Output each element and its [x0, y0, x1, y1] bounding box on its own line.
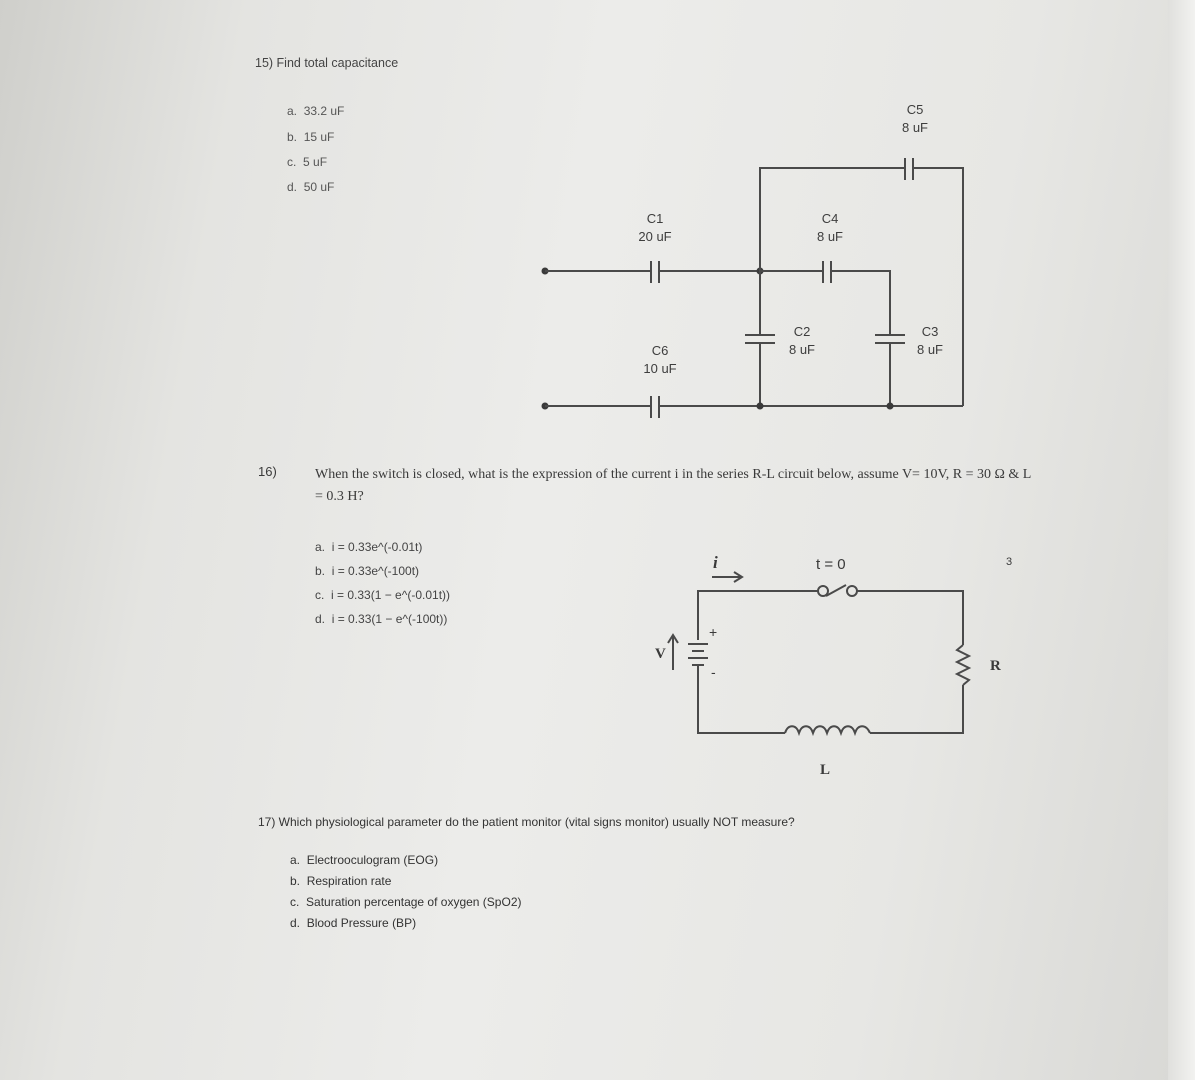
- option-text: 33.2 uF: [303, 104, 345, 118]
- capacitor-value: 8 uF: [901, 120, 928, 135]
- q16-option-b[interactable]: [315, 564, 419, 578]
- current-label: i: [713, 553, 718, 572]
- switch-label: t = 0: [816, 556, 846, 573]
- c4-label: [805, 210, 855, 246]
- q17-option-d[interactable]: [290, 916, 416, 930]
- plus-sign: +: [709, 624, 718, 640]
- option-letter: c.: [287, 155, 297, 169]
- option-letter: d.: [290, 916, 301, 930]
- option-text: i = 0.33(1 − e^(-0.01t)): [331, 588, 451, 602]
- question-16-number: 16): [258, 464, 277, 479]
- option-text: 15 uF: [303, 130, 335, 144]
- q17-option-c[interactable]: [290, 895, 521, 909]
- node: [757, 403, 764, 410]
- option-letter: d.: [315, 612, 326, 626]
- option-letter: c.: [290, 895, 300, 909]
- q16-option-d[interactable]: [315, 612, 447, 626]
- question-15-title: 15) Find total capacitance: [255, 56, 399, 70]
- option-text: 5 uF: [303, 155, 328, 169]
- c5-label: [890, 101, 940, 137]
- option-letter: c.: [315, 588, 325, 602]
- option-letter: a.: [287, 104, 298, 118]
- minus-sign: -: [711, 664, 716, 680]
- inductor-label: L: [820, 762, 831, 778]
- option-letter: d.: [287, 180, 298, 194]
- option-letter: a.: [315, 540, 326, 554]
- q17-option-a[interactable]: [290, 853, 438, 867]
- capacitor-name: C2: [793, 324, 811, 339]
- capacitor-name: C3: [921, 324, 939, 339]
- option-letter: b.: [315, 564, 326, 578]
- option-text: Respiration rate: [306, 874, 392, 888]
- resistor-label: R: [990, 658, 1001, 674]
- option-text: 50 uF: [303, 180, 335, 194]
- question-16-text: When the switch is closed, what is the expression of the current i in the series R-L circuit below, assume V= 10V, R = 30 Ω & L = 0.3 H?: [315, 467, 1031, 504]
- option-text: i = 0.33e^(-100t): [331, 564, 420, 578]
- option-text: i = 0.33(1 − e^(-100t)): [331, 612, 448, 626]
- page-mark: 3: [1006, 556, 1013, 568]
- resistor-zigzag: [957, 645, 969, 685]
- capacitor-value: 10 uF: [643, 361, 677, 376]
- option-letter: b.: [287, 130, 298, 144]
- c6-label: [632, 342, 688, 378]
- capacitor-value: 20 uF: [638, 229, 672, 244]
- capacitor-name: C4: [821, 211, 839, 226]
- source-label: V: [655, 646, 666, 662]
- q16-option-a[interactable]: [315, 540, 422, 554]
- option-text: i = 0.33e^(-0.01t): [331, 540, 423, 554]
- capacitor-value: 8 uF: [916, 342, 943, 357]
- option-text: Electrooculogram (EOG): [306, 853, 439, 867]
- option-text: Saturation percentage of oxygen (SpO2): [306, 895, 522, 909]
- c1-label: [630, 210, 680, 246]
- q17-option-b[interactable]: [290, 874, 391, 888]
- capacitor-value: 8 uF: [816, 229, 843, 244]
- c2-label: [780, 323, 824, 359]
- question-17-title: 17) Which physiological parameter do the patient monitor (vital signs monitor) usually NOT measure?: [258, 815, 795, 829]
- option-letter: b.: [290, 874, 301, 888]
- inductor-coil: [785, 726, 870, 733]
- q16-option-c[interactable]: [315, 588, 450, 602]
- option-letter: a.: [290, 853, 301, 867]
- capacitor-name: C6: [651, 343, 669, 358]
- option-text: Blood Pressure (BP): [306, 916, 417, 930]
- capacitor-name: C1: [646, 211, 664, 226]
- switch-blade[interactable]: [826, 585, 846, 596]
- node: [887, 403, 894, 410]
- capacitor-name: C5: [906, 102, 924, 117]
- capacitor-value: 8 uF: [788, 342, 815, 357]
- switch-contact: [847, 586, 857, 596]
- switch-contact: [818, 586, 828, 596]
- c3-label: [908, 323, 952, 359]
